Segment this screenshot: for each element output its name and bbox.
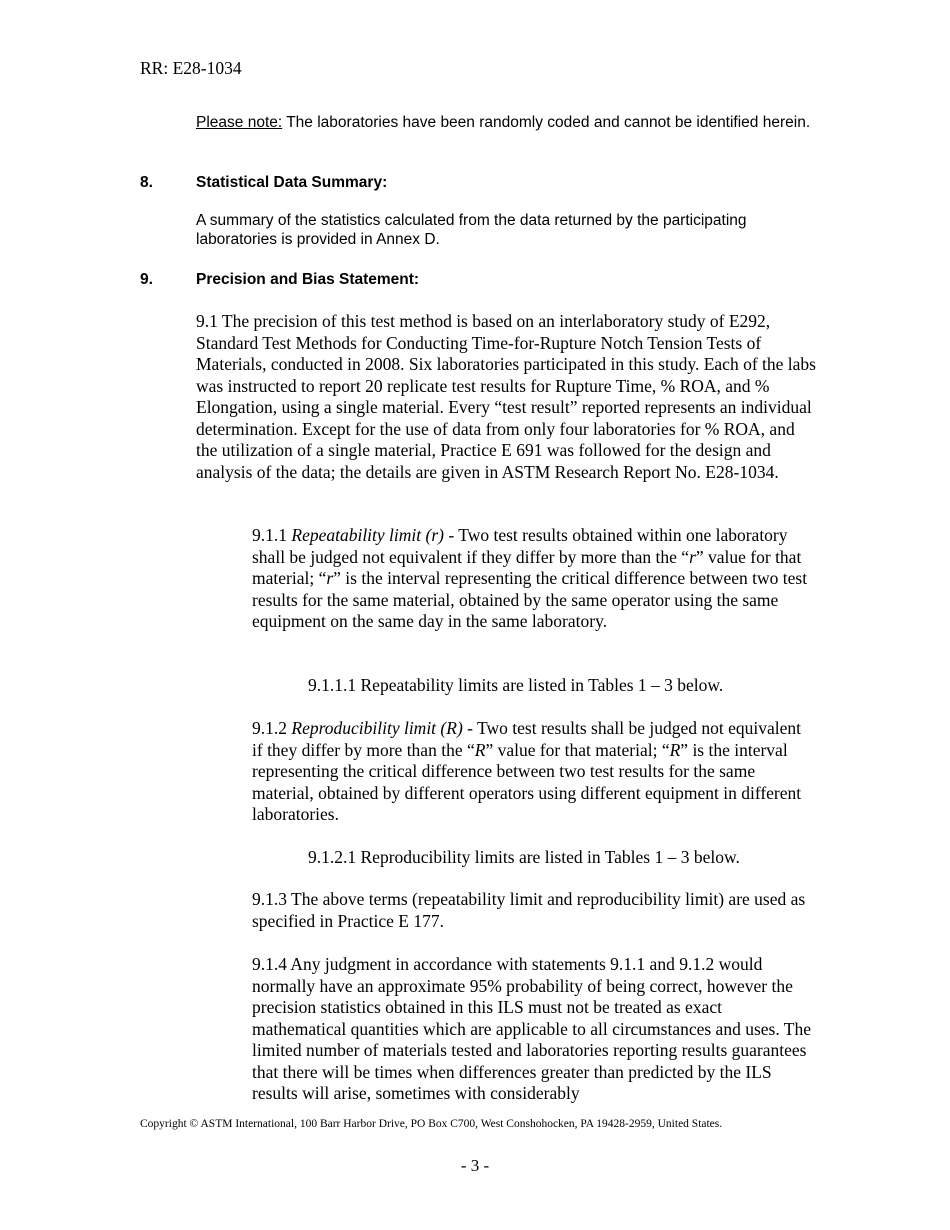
paragraph-9-1-1-1: 9.1.1.1 Repeatability limits are listed in Tables 1 – 3 below. (308, 675, 724, 695)
R-symbol-2: R (669, 739, 681, 760)
paragraph-9-1-3: 9.1.3 The above terms (repeatability limit and reproducibility limit) are used as specified in Practice E 177. (252, 889, 806, 931)
r-symbol-2: r (326, 568, 334, 588)
paragraph-9-1-2-1: 9.1.2.1 Reproducibility limits are listed in Tables 1 – 3 below. (308, 847, 740, 867)
page-number: - 3 - (460, 1156, 490, 1175)
p912-text-b: ” value for that material; “ (485, 739, 670, 760)
p911-text-c: ” is the interval representing the critical difference between two test results for the same material, obtained by the same operator using the same equipment on the same day in the same laboratory. (252, 568, 808, 631)
p912-text-a: - Two test results shall be judged not equivalent if they differ by more than the “ (252, 718, 801, 760)
section-8-title: Statistical Data Summary: (196, 174, 388, 191)
p911-number: 9.1.1 (252, 525, 292, 545)
p911-text-a: - Two test results obtained within one laboratory shall be judged not equivalent if they differ by more than the “ (252, 525, 788, 567)
note-label: Please note: (196, 114, 283, 131)
paragraph-9-1-4: 9.1.4 Any judgment in accordance with statements 9.1.1 and 9.1.2 would normally have an approximate 95% probability of being correct, however the precision statistics obtained in this ILS must not be treated as exact mathematical quantities which are applicable to all circumstances and uses. The limited number of materials tested and laboratories reporting results guarantees that there will be times when differences greater than predicted by the ILS results will arise, sometimes with considerably (252, 954, 811, 1103)
r-symbol: r (689, 546, 696, 567)
paragraph-9-1: 9.1 The precision of this test method is based on an interlaboratory study of E292, Standard Test Methods for Conducting Time-for-Rupture Notch Tension Tests of Materials, conducted in 2008. Six laboratories participated in this study. Each of the labs was instructed to report 20 replicate test results for Rupture Time, % ROA, and % Elongation, using a single material. Every “test result” reported represents an individual determination. Except for the use of data from only four laboratories for % ROA, and the utilization of a single material, Practice E 691 was followed for the design and analysis of the data; the details are given in ASTM Research Report No. E28-1034. (196, 311, 816, 482)
R-symbol: R (474, 739, 486, 760)
section-9-title: Precision and Bias Statement: (196, 271, 420, 288)
copyright-notice: Copyright © ASTM International, 100 Barr Harbor Drive, PO Box C700, West Conshohocken, PA 19428-2959, United States. (140, 1118, 723, 1130)
paragraph-9-1-2 (252, 718, 812, 826)
p912-number: 9.1.2 (252, 718, 292, 738)
note-paragraph (196, 113, 821, 132)
note-text: The laboratories have been randomly coded and cannot be identified herein. (282, 114, 811, 131)
section-8-body: A summary of the statistics calculated from the data returned by the participating laboratories is provided in Annex D. (196, 212, 747, 248)
section-8-number: 8. (140, 174, 153, 191)
report-id-header: RR: E28-1034 (140, 58, 242, 78)
repeatability-term: Repeatability limit (r) (291, 525, 444, 545)
p911-text-b: ” value for that material; “ (252, 546, 802, 588)
reproducibility-term: Reproducibility limit (R) (291, 718, 463, 738)
section-9-number: 9. (140, 271, 153, 288)
paragraph-9-1-1 (252, 525, 812, 633)
p912-text-c: ” is the interval representing the critical difference between two test results for the same material, obtained by different operators using different equipment in different laboratories. (252, 739, 802, 824)
